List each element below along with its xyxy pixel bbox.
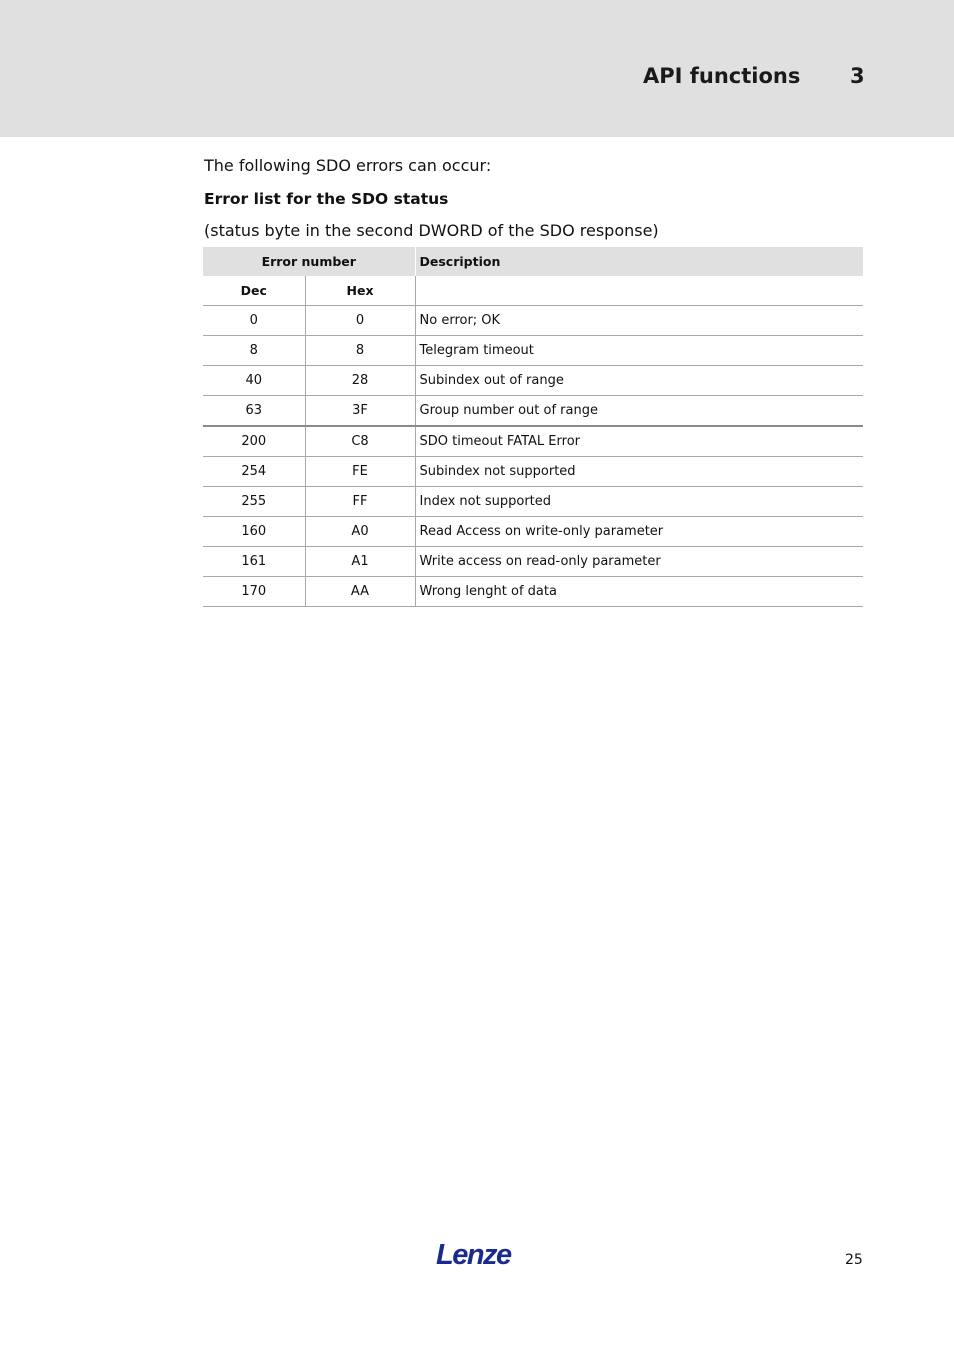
chapter-number: 3 [850, 64, 865, 88]
table-row [203, 306, 863, 336]
table-row [203, 366, 863, 396]
table-note: (status byte in the second DWORD of the SDO response) [204, 221, 659, 240]
table-row [203, 426, 863, 457]
error-number-header: Error number [203, 247, 415, 276]
header-band [0, 0, 954, 137]
hex-cell: 8 [305, 336, 415, 366]
description-cell: Telegram timeout [415, 336, 863, 366]
table-row [203, 336, 863, 366]
hex-cell: 0 [305, 306, 415, 336]
dec-cell: 8 [203, 336, 305, 366]
description-cell: Write access on read-only parameter [415, 547, 863, 577]
description-cell: Subindex not supported [415, 457, 863, 487]
sdo-error-table [203, 247, 863, 607]
hex-cell: C8 [305, 426, 415, 457]
table-row [203, 577, 863, 607]
dec-cell: 200 [203, 426, 305, 457]
hex-cell: FE [305, 457, 415, 487]
table-row [203, 457, 863, 487]
dec-cell: 170 [203, 577, 305, 607]
hex-cell: FF [305, 487, 415, 517]
dec-cell: 40 [203, 366, 305, 396]
hex-cell: 3F [305, 396, 415, 427]
lenze-logo: Lenze [436, 1239, 511, 1271]
description-header: Description [415, 247, 863, 276]
description-cell: Group number out of range [415, 396, 863, 427]
dec-cell: 160 [203, 517, 305, 547]
hex-header: Hex [305, 276, 415, 306]
hex-cell: A0 [305, 517, 415, 547]
hex-cell: AA [305, 577, 415, 607]
description-cell: Index not supported [415, 487, 863, 517]
description-cell: Wrong lenght of data [415, 577, 863, 607]
hex-cell: 28 [305, 366, 415, 396]
dec-cell: 63 [203, 396, 305, 427]
hex-cell: A1 [305, 547, 415, 577]
intro-text: The following SDO errors can occur: [204, 156, 492, 175]
dec-cell: 255 [203, 487, 305, 517]
table-row [203, 547, 863, 577]
table-row [203, 396, 863, 427]
description-cell: SDO timeout FATAL Error [415, 426, 863, 457]
dec-cell: 254 [203, 457, 305, 487]
table-heading: Error list for the SDO status [204, 190, 449, 208]
table-row [203, 517, 863, 547]
dec-cell: 0 [203, 306, 305, 336]
description-cell: Subindex out of range [415, 366, 863, 396]
description-cell: No error; OK [415, 306, 863, 336]
description-cell: Read Access on write-only parameter [415, 517, 863, 547]
dec-cell: 161 [203, 547, 305, 577]
description-subheader-empty [415, 276, 863, 306]
section-title: API functions [643, 64, 801, 88]
dec-header: Dec [203, 276, 305, 306]
page-number: 25 [845, 1252, 863, 1268]
table-row [203, 487, 863, 517]
